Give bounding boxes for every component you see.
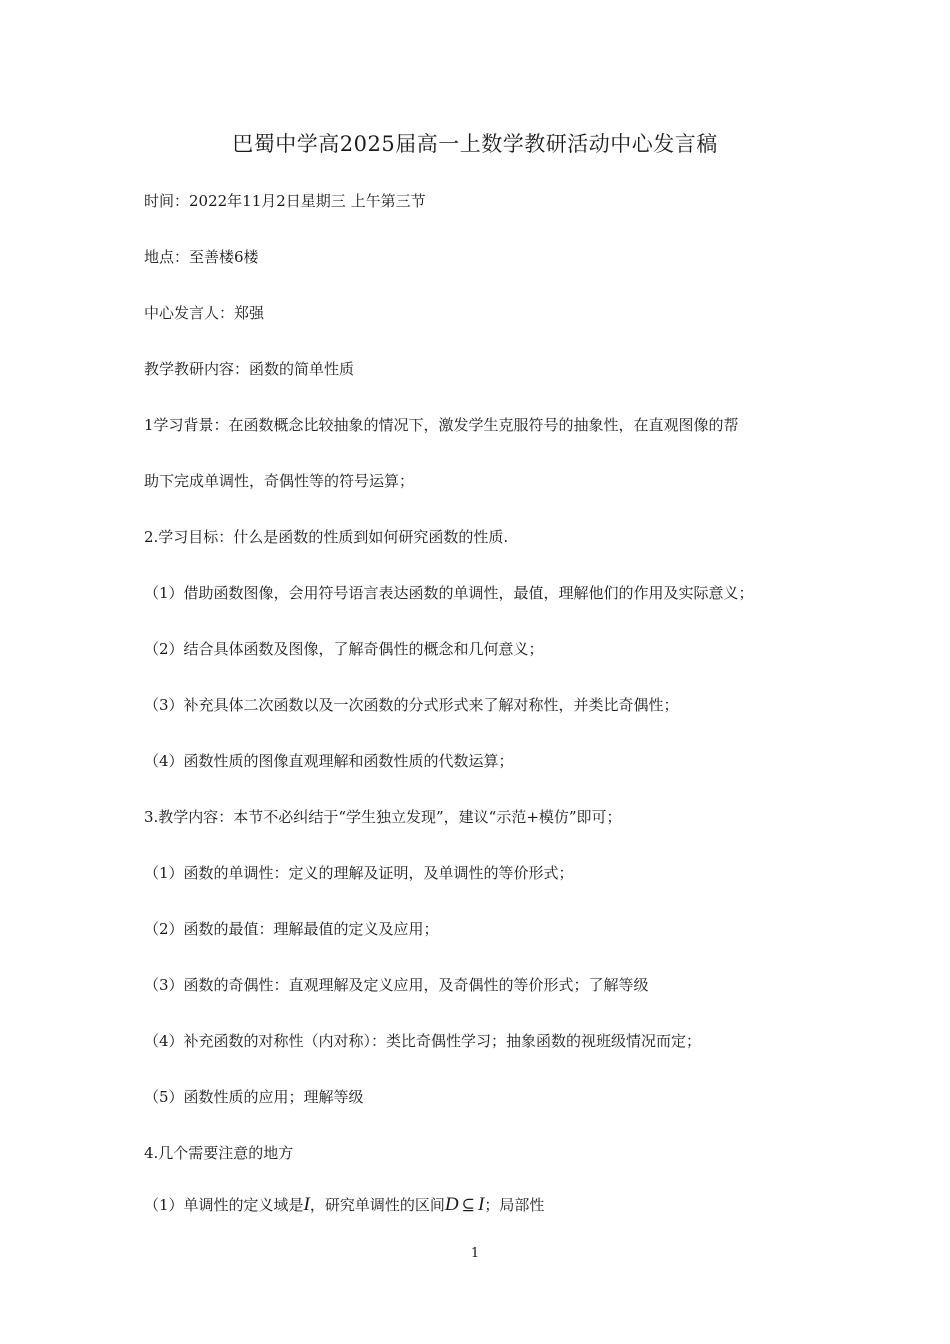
note-1-text-a: （1）单调性的定义域是 xyxy=(144,1196,304,1214)
content-item-2: （2）函数的最值：理解最值的定义及应用； xyxy=(144,920,439,938)
note-1-text-c: ；局部性 xyxy=(484,1196,545,1214)
content-item-4: （4）补充函数的对称性（内对称）：类比奇偶性学习；抽象函数的视班级情况而定； xyxy=(144,1032,702,1050)
goal-item-3: （3）补充具体二次函数以及一次函数的分式形式来了解对称性，并类比奇偶性； xyxy=(144,696,679,714)
math-symbol-D: D xyxy=(444,1194,459,1215)
page-number: 1 xyxy=(470,1246,480,1261)
background-line-1: 1学习背景：在函数概念比较抽象的情况下，激发学生克服符号的抽象性，在直观图像的帮 xyxy=(144,416,739,434)
note-item-1 xyxy=(144,1194,814,1216)
note-1-text-b: ，研究单调性的区间 xyxy=(309,1196,445,1214)
subset-symbol: ⊆ xyxy=(461,1195,476,1214)
meeting-place: 地点：至善楼6楼 xyxy=(144,248,259,266)
content-item-1: （1）函数的单调性：定义的理解及证明，及单调性的等价形式； xyxy=(144,864,574,882)
notes-heading: 4.几个需要注意的地方 xyxy=(144,1144,294,1162)
meeting-time: 时间：2022年11月2日星期三 上午第三节 xyxy=(144,192,426,210)
goal-item-4: （4）函数性质的图像直观理解和函数性质的代数运算； xyxy=(144,752,514,770)
content-item-3: （3）函数的奇偶性：直观理解及定义应用，及奇偶性的等价形式；了解等级 xyxy=(144,976,649,994)
math-symbol-I: I xyxy=(303,1194,310,1215)
content-heading: 3.教学内容：本节不必纠结于“学生独立发现”，建议“示范+模仿”即可； xyxy=(144,808,622,826)
math-symbol-I-2: I xyxy=(478,1194,485,1215)
meeting-speaker: 中心发言人：郑强 xyxy=(144,304,265,322)
goal-heading: 2.学习目标：什么是函数的性质到如何研究函数的性质. xyxy=(144,528,509,546)
document-title: 巴蜀中学高2025届高一上数学教研活动中心发言稿 xyxy=(232,132,718,156)
teaching-content: 教学教研内容：函数的简单性质 xyxy=(144,360,355,378)
background-line-2: 助下完成单调性，奇偶性等的符号运算； xyxy=(144,472,415,490)
goal-item-2: （2）结合具体函数及图像，了解奇偶性的概念和几何意义； xyxy=(144,640,544,658)
content-item-5: （5）函数性质的应用；理解等级 xyxy=(144,1088,364,1106)
goal-item-1: （1）借助函数图像，会用符号语言表达函数的单调性，最值，理解他们的作用及实际意义； xyxy=(144,584,754,602)
